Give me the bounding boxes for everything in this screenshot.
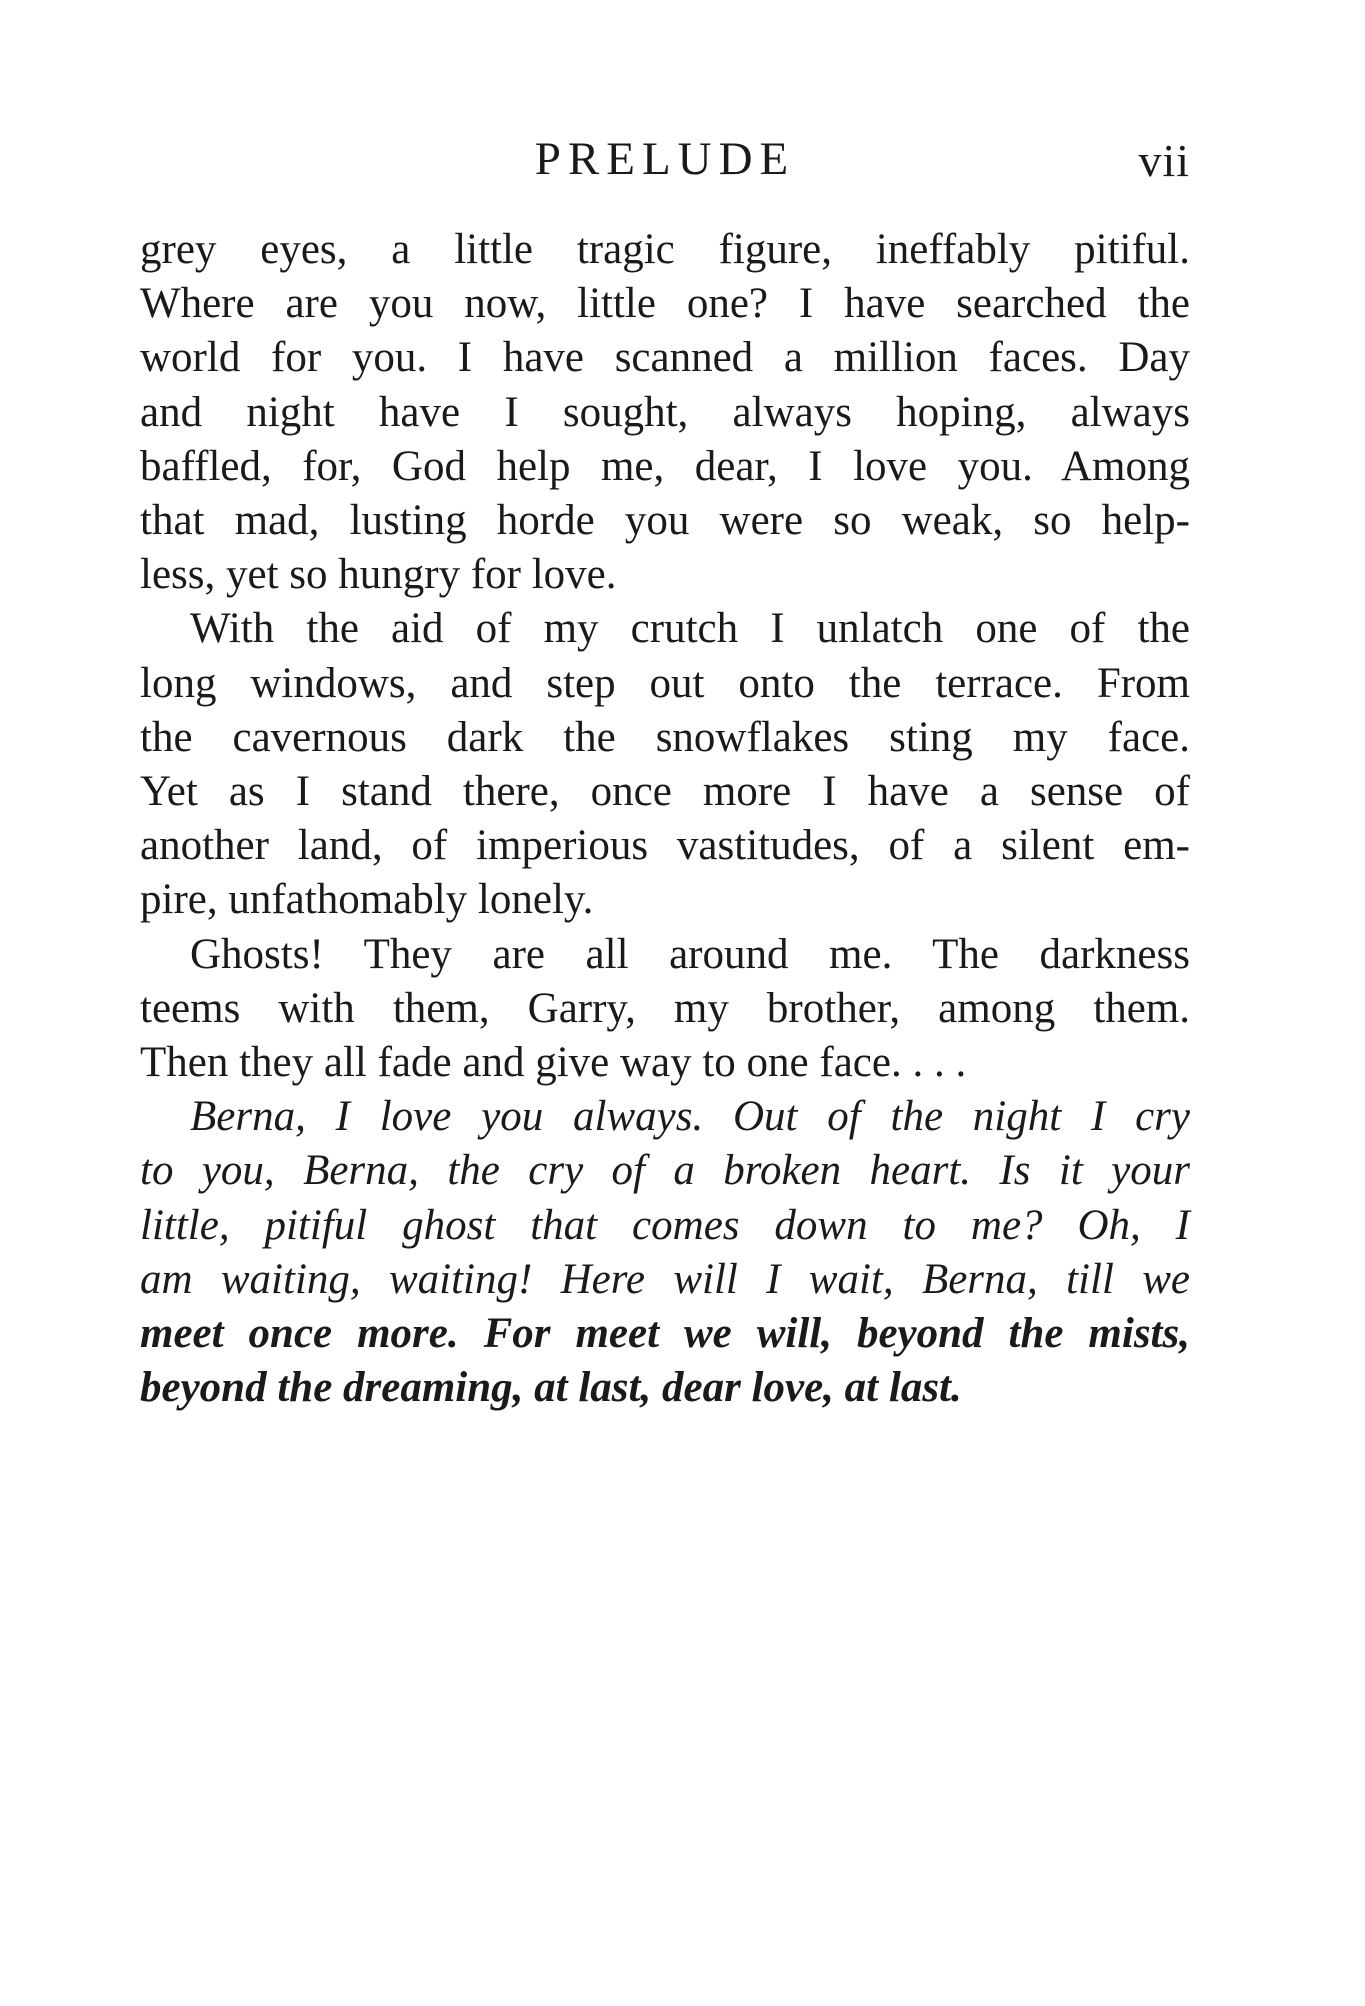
text-line: that mad, lusting horde you were so weak, so help- xyxy=(140,497,1190,545)
text-line: am waiting, waiting! Here will I wait, Berna, till we xyxy=(140,1255,1190,1303)
text-line: With the aid of my crutch I unlatch one of the xyxy=(190,605,1190,653)
text-line: long windows, and step out onto the terrace. From xyxy=(140,659,1190,707)
text-line: grey eyes, a little tragic figure, ineffably pitiful. xyxy=(140,226,1190,273)
text-line: Ghosts! They are all around me. The darkness xyxy=(190,930,1190,978)
text-line: Berna, I love you always. Out of the night I cry xyxy=(190,1093,1190,1141)
paragraph xyxy=(140,602,1190,927)
running-title: PRELUDE xyxy=(534,133,796,185)
paragraph xyxy=(140,928,1190,1091)
text-line: and night have I sought, always hoping, always xyxy=(140,388,1190,436)
text-line: Where are you now, little one? I have searched the xyxy=(140,280,1190,328)
body-text xyxy=(140,223,1190,1415)
text-line: Yet as I stand there, once more I have a sense of xyxy=(140,768,1190,816)
page-number: vii xyxy=(1138,135,1190,186)
text-line: beyond the dreaming, at last, dear love, at last. xyxy=(140,1364,962,1412)
text-line: another land, of imperious vastitudes, of a silent em- xyxy=(140,822,1190,870)
text-line: to you, Berna, the cry of a broken heart. Is it your xyxy=(140,1147,1190,1195)
text-line: meet once more. For meet we will, beyond the mists, xyxy=(140,1310,1190,1358)
running-head xyxy=(140,132,1190,192)
italic-paragraph xyxy=(140,1090,1190,1415)
text-line: the cavernous dark the snowflakes sting my face. xyxy=(140,713,1190,761)
text-line: Then they all fade and give way to one face. . . . xyxy=(140,1039,967,1087)
text-line: little, pitiful ghost that comes down to me? Oh, I xyxy=(140,1201,1190,1249)
text-line: world for you. I have scanned a million faces. Day xyxy=(140,334,1190,382)
text-line: pire, unfathomably lonely. xyxy=(140,876,594,924)
text-line: teems with them, Garry, my brother, among them. xyxy=(140,984,1190,1032)
paragraph xyxy=(140,223,1190,602)
text-line: baffled, for, God help me, dear, I love you. Among xyxy=(140,442,1190,490)
text-line: less, yet so hungry for love. xyxy=(140,551,617,599)
